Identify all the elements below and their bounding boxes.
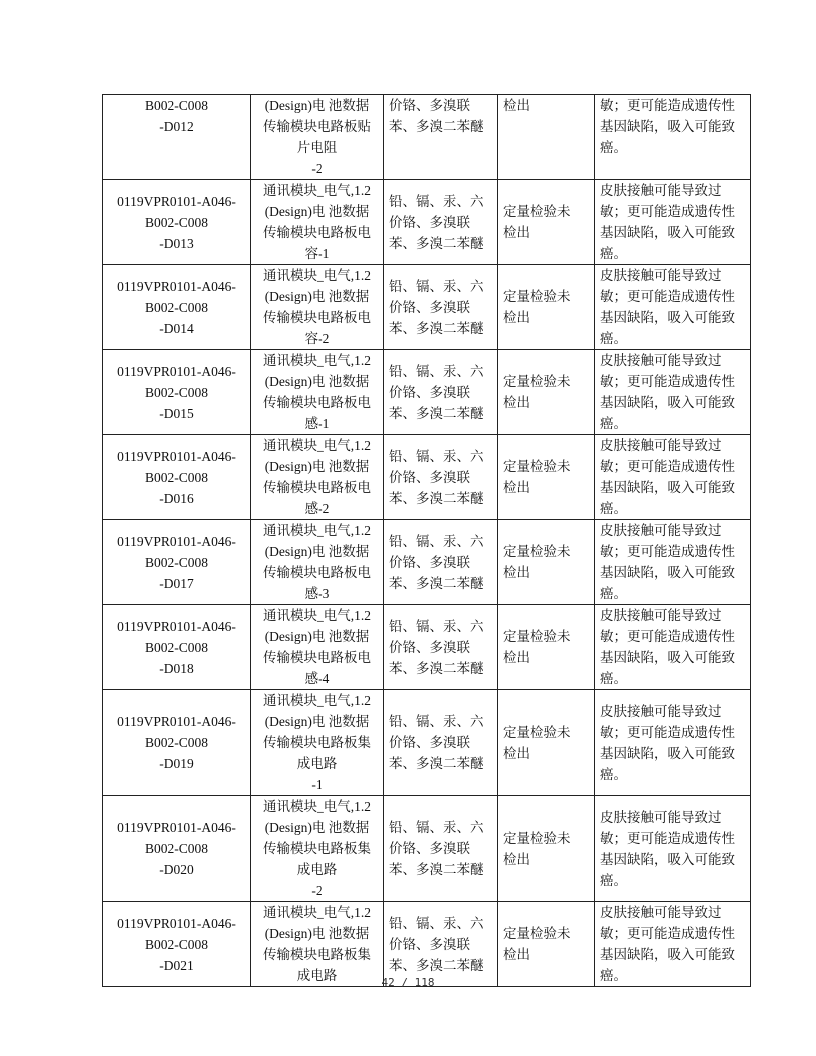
part-name-line: 传输模块电路板电 <box>263 650 371 665</box>
substances-line: 价铬、多溴联 <box>389 384 470 400</box>
part-name-line: 传输模块电路板电 <box>263 565 371 580</box>
risk-line: 基因缺陷，吸入可能致 <box>600 119 735 134</box>
part-name-line: (Design)电 池数据 <box>264 98 370 113</box>
substances-line: 铅、镉、汞、六 <box>389 533 484 549</box>
table-row <box>103 520 751 605</box>
substances-line: 价铬、多溴联 <box>389 98 470 113</box>
part-name-line: 通讯模块_电气,1.2 <box>263 799 371 814</box>
part-name-line: 感-1 <box>304 416 330 431</box>
result-line: 检出 <box>503 745 530 761</box>
substances-cell <box>384 605 498 690</box>
risk-cell <box>595 690 751 796</box>
risk-cell <box>595 95 751 180</box>
risk-line: 基因缺陷，吸入可能致 <box>600 745 735 761</box>
risk-line: 皮肤接触可能导致过 <box>600 809 722 825</box>
risk-line: 基因缺陷，吸入可能致 <box>600 225 735 240</box>
part-id-line: 0119VPR0101-A046- <box>117 363 236 379</box>
part-id-line: B002-C008 <box>144 98 208 113</box>
result-line: 检出 <box>503 225 530 240</box>
part-name-line: 传输模块电路板集 <box>263 947 371 962</box>
substances-cell <box>384 350 498 435</box>
risk-line: 皮肤接触可能导致过 <box>600 608 722 623</box>
substances-cell <box>384 690 498 796</box>
result-cell <box>498 520 595 605</box>
substances-line: 铅、镉、汞、六 <box>389 278 484 294</box>
result-line: 定量检验未 <box>503 724 571 740</box>
substances-line: 铅、镉、汞、六 <box>389 714 484 729</box>
part-name-line: (Design)电 池数据 <box>264 459 370 474</box>
substances-line: 铅、镉、汞、六 <box>389 618 484 634</box>
part-id-line: -D021 <box>159 957 194 973</box>
substances-line: 价铬、多溴联 <box>389 299 470 315</box>
part-name-line: 传输模块电路板集 <box>263 735 371 750</box>
substances-cell <box>384 95 498 180</box>
part-id-line: 0119VPR0101-A046- <box>117 533 236 549</box>
part-name-line: 容-1 <box>304 246 330 261</box>
substances-line: 苯、多溴二苯醚 <box>389 575 484 591</box>
risk-line: 皮肤接触可能导致过 <box>600 268 722 283</box>
substances-line: 苯、多溴二苯醚 <box>389 660 484 676</box>
risk-line: 敏；更可能造成遗传性 <box>600 724 735 740</box>
risk-line: 皮肤接触可能导致过 <box>600 438 722 453</box>
risk-line: 癌。 <box>600 872 627 888</box>
part-name-cell <box>251 520 384 605</box>
substances-line: 铅、镉、汞、六 <box>389 448 484 464</box>
table-row <box>103 95 751 180</box>
risk-line: 癌。 <box>600 968 627 983</box>
result-cell <box>498 95 595 180</box>
part-name-line: 通讯模块_电气,1.2 <box>263 523 371 538</box>
risk-line: 敏；更可能造成遗传性 <box>600 459 735 474</box>
risk-cell <box>595 265 751 350</box>
part-id-line: 0119VPR0101-A046- <box>117 278 236 294</box>
result-line: 检出 <box>503 947 530 962</box>
risk-line: 敏；更可能造成遗传性 <box>600 204 735 219</box>
part-name-line: 传输模块电路板电 <box>263 395 371 410</box>
part-name-line: (Design)电 池数据 <box>264 289 370 304</box>
part-id-line: -D014 <box>159 320 194 336</box>
table-row <box>103 350 751 435</box>
risk-line: 皮肤接触可能导致过 <box>600 703 722 719</box>
part-name-line: (Design)电 池数据 <box>264 926 370 941</box>
result-cell <box>498 796 595 902</box>
risk-cell <box>595 605 751 690</box>
result-cell <box>498 902 595 987</box>
substances-line: 苯、多溴二苯醚 <box>389 119 484 134</box>
result-line: 定量检验未 <box>503 830 571 846</box>
risk-line: 基因缺陷，吸入可能致 <box>600 310 735 325</box>
part-id-line: 0119VPR0101-A046- <box>117 193 236 209</box>
part-id-line: 0119VPR0101-A046- <box>117 448 236 464</box>
part-id-line: B002-C008 <box>144 841 208 856</box>
part-id-line: -D013 <box>159 235 194 251</box>
substances-line: 苯、多溴二苯醚 <box>389 405 484 421</box>
part-id-line: B002-C008 <box>144 299 208 315</box>
risk-line: 皮肤接触可能导致过 <box>600 183 722 198</box>
result-line: 定量检验未 <box>503 374 571 389</box>
part-name-line: 通讯模块_电气,1.2 <box>263 438 371 453</box>
risk-line: 基因缺陷，吸入可能致 <box>600 947 735 962</box>
part-name-line: 感-4 <box>304 671 330 686</box>
risk-line: 敏；更可能造成遗传性 <box>600 629 735 644</box>
part-id-line: 0119VPR0101-A046- <box>117 915 236 931</box>
part-name-cell <box>251 95 384 180</box>
part-id-line: 0119VPR0101-A046- <box>117 820 236 835</box>
part-id-line: -D012 <box>159 119 194 134</box>
risk-line: 癌。 <box>600 671 627 686</box>
risk-line: 癌。 <box>600 331 627 346</box>
risk-cell <box>595 435 751 520</box>
substances-cell <box>384 265 498 350</box>
table-row <box>103 796 751 902</box>
risk-line: 癌。 <box>600 246 627 261</box>
page-number: 42 / 118 <box>381 976 435 989</box>
risk-line: 敏；更可能造成遗传性 <box>600 289 735 304</box>
risk-line: 癌。 <box>600 766 627 782</box>
result-line: 检出 <box>503 565 530 580</box>
risk-line: 敏；更可能造成遗传性 <box>600 926 735 941</box>
substances-cell <box>384 180 498 265</box>
part-name-line: 通讯模块_电气,1.2 <box>263 905 371 920</box>
risk-line: 皮肤接触可能导致过 <box>600 523 722 538</box>
substances-line: 铅、镉、汞、六 <box>389 820 484 835</box>
risk-line: 敏；更可能造成遗传性 <box>600 98 735 113</box>
part-name-line: 通讯模块_电气,1.2 <box>263 183 371 198</box>
part-id-line: -D019 <box>159 756 194 771</box>
substances-line: 价铬、多溴联 <box>389 735 470 750</box>
part-name-cell <box>251 796 384 902</box>
part-name-line: 通讯模块_电气,1.2 <box>263 268 371 283</box>
part-id-line: B002-C008 <box>144 384 208 400</box>
part-name-cell <box>251 902 384 987</box>
table-row <box>103 902 751 987</box>
substances-line: 铅、镉、汞、六 <box>389 193 484 209</box>
part-id-line: B002-C008 <box>144 554 208 570</box>
part-name-line: 传输模块电路板电 <box>263 310 371 325</box>
table-body <box>103 95 751 987</box>
part-id-cell <box>103 796 251 902</box>
result-line: 定量检验未 <box>503 629 571 644</box>
part-id-line: -D015 <box>159 405 194 421</box>
part-name-line: 片电阻 <box>296 140 338 155</box>
result-cell <box>498 180 595 265</box>
substances-line: 价铬、多溴联 <box>389 936 470 952</box>
risk-cell <box>595 180 751 265</box>
risk-line: 敏；更可能造成遗传性 <box>600 544 735 559</box>
part-name-line: 通讯模块_电气,1.2 <box>263 693 371 708</box>
substances-line: 苯、多溴二苯醚 <box>389 756 484 771</box>
result-line: 定量检验未 <box>503 289 571 304</box>
risk-line: 癌。 <box>600 586 627 601</box>
substances-line: 价铬、多溴联 <box>389 469 470 485</box>
part-name-line: 感-3 <box>304 586 330 601</box>
substances-line: 苯、多溴二苯醚 <box>389 235 484 251</box>
risk-line: 皮肤接触可能导致过 <box>600 353 722 368</box>
risk-line: 基因缺陷，吸入可能致 <box>600 851 735 867</box>
part-name-cell <box>251 265 384 350</box>
risk-line: 基因缺陷，吸入可能致 <box>600 565 735 580</box>
part-name-line: (Design)电 池数据 <box>264 629 370 644</box>
result-line: 定量检验未 <box>503 544 571 559</box>
risk-line: 基因缺陷，吸入可能致 <box>600 480 735 495</box>
risk-line: 基因缺陷，吸入可能致 <box>600 395 735 410</box>
part-id-cell <box>103 520 251 605</box>
part-name-line: -2 <box>311 883 323 898</box>
part-id-line: -D020 <box>159 862 194 877</box>
result-line: 检出 <box>503 395 530 410</box>
result-line: 定量检验未 <box>503 459 571 474</box>
substances-cell <box>384 435 498 520</box>
substances-line: 铅、镉、汞、六 <box>389 363 484 379</box>
substances-line: 价铬、多溴联 <box>389 554 470 570</box>
result-cell <box>498 350 595 435</box>
part-name-line: 通讯模块_电气,1.2 <box>263 353 371 368</box>
result-line: 定量检验未 <box>503 204 571 219</box>
part-id-line: 0119VPR0101-A046- <box>117 618 236 634</box>
part-id-line: B002-C008 <box>144 639 208 655</box>
table-row <box>103 265 751 350</box>
result-line: 检出 <box>503 851 530 867</box>
substances-line: 苯、多溴二苯醚 <box>389 320 484 336</box>
part-name-line: (Design)电 池数据 <box>264 374 370 389</box>
substances-line: 苯、多溴二苯醚 <box>389 957 484 973</box>
substances-line: 价铬、多溴联 <box>389 214 470 230</box>
substances-line: 苯、多溴二苯醚 <box>389 490 484 506</box>
risk-cell <box>595 350 751 435</box>
part-name-line: (Design)电 池数据 <box>264 204 370 219</box>
substances-line: 铅、镉、汞、六 <box>389 915 484 931</box>
result-line: 定量检验未 <box>503 926 571 941</box>
part-name-line: 感-2 <box>304 501 330 516</box>
part-id-line: -D017 <box>159 575 194 591</box>
part-id-line: -D018 <box>159 660 194 676</box>
table-row <box>103 605 751 690</box>
part-name-line: 容-2 <box>304 331 330 346</box>
part-name-cell <box>251 435 384 520</box>
part-name-line: 成电路 <box>296 756 338 771</box>
part-id-line: B002-C008 <box>144 936 208 952</box>
part-name-line: 传输模块电路板贴 <box>263 119 371 134</box>
part-id-cell <box>103 605 251 690</box>
substances-cell <box>384 520 498 605</box>
part-id-line: B002-C008 <box>144 214 208 230</box>
risk-cell <box>595 796 751 902</box>
part-id-cell <box>103 435 251 520</box>
part-name-cell <box>251 350 384 435</box>
risk-cell <box>595 520 751 605</box>
risk-line: 癌。 <box>600 140 627 155</box>
part-name-line: (Design)电 池数据 <box>264 820 370 835</box>
part-id-line: B002-C008 <box>144 469 208 485</box>
part-id-line: -D016 <box>159 490 194 506</box>
risk-cell <box>595 902 751 987</box>
part-name-line: 传输模块电路板电 <box>263 480 371 495</box>
part-name-line: 传输模块电路板集 <box>263 841 371 856</box>
part-name-line: 通讯模块_电气,1.2 <box>263 608 371 623</box>
result-cell <box>498 690 595 796</box>
part-name-line: 传输模块电路板电 <box>263 225 371 240</box>
substance-test-table <box>102 94 751 987</box>
result-line: 检出 <box>503 310 530 325</box>
risk-line: 敏；更可能造成遗传性 <box>600 374 735 389</box>
part-name-line: 成电路 <box>296 968 338 983</box>
result-cell <box>498 605 595 690</box>
part-name-line: -2 <box>311 161 323 176</box>
substances-line: 价铬、多溴联 <box>389 841 470 856</box>
part-id-cell <box>103 95 251 180</box>
substances-line: 苯、多溴二苯醚 <box>389 862 484 877</box>
part-id-line: 0119VPR0101-A046- <box>117 714 236 729</box>
part-id-cell <box>103 180 251 265</box>
result-line: 检出 <box>503 480 530 495</box>
risk-line: 皮肤接触可能导致过 <box>600 905 722 920</box>
part-name-line: -1 <box>311 777 323 792</box>
part-id-cell <box>103 902 251 987</box>
result-line: 检出 <box>503 650 530 665</box>
part-name-line: 成电路 <box>296 862 338 877</box>
table-row <box>103 690 751 796</box>
risk-line: 癌。 <box>600 416 627 431</box>
substances-cell <box>384 902 498 987</box>
risk-line: 癌。 <box>600 501 627 516</box>
table-row <box>103 435 751 520</box>
part-id-line: B002-C008 <box>144 735 208 750</box>
substances-line: 价铬、多溴联 <box>389 639 470 655</box>
part-name-cell <box>251 690 384 796</box>
result-cell <box>498 265 595 350</box>
part-name-cell <box>251 180 384 265</box>
part-id-cell <box>103 350 251 435</box>
part-name-line: (Design)电 池数据 <box>264 544 370 559</box>
risk-line: 基因缺陷，吸入可能致 <box>600 650 735 665</box>
part-name-line: (Design)电 池数据 <box>264 714 370 729</box>
result-line: 检出 <box>503 98 530 113</box>
result-cell <box>498 435 595 520</box>
substances-cell <box>384 796 498 902</box>
risk-line: 敏；更可能造成遗传性 <box>600 830 735 846</box>
part-name-cell <box>251 605 384 690</box>
table-row <box>103 180 751 265</box>
part-id-cell <box>103 690 251 796</box>
part-id-cell <box>103 265 251 350</box>
